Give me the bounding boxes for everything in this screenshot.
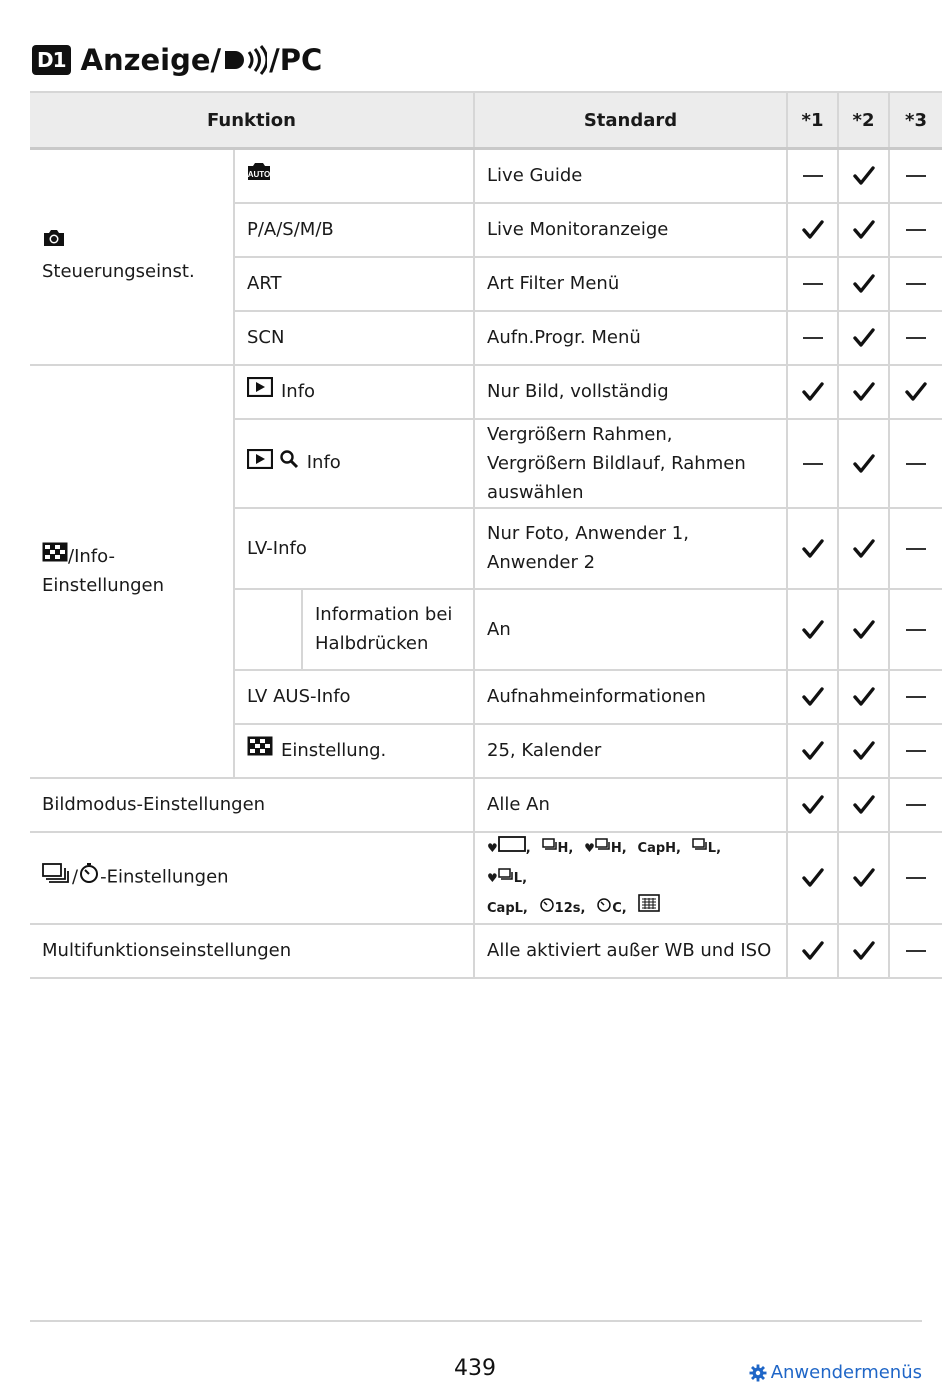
mark-cell bbox=[787, 724, 838, 778]
dash-icon bbox=[906, 548, 926, 550]
auto-mode-cell bbox=[234, 149, 474, 203]
mark-cell bbox=[838, 832, 889, 924]
mark-cell bbox=[889, 508, 942, 589]
dash-icon bbox=[803, 463, 823, 465]
dash-icon bbox=[906, 950, 926, 952]
checkmark-icon bbox=[802, 795, 824, 815]
mode-sep: , bbox=[580, 900, 586, 916]
mode-12s-label: 12s bbox=[554, 900, 581, 916]
half-press-standard: An bbox=[474, 589, 787, 670]
mark-cell bbox=[787, 203, 838, 257]
grid-icon bbox=[42, 542, 68, 571]
gear-icon bbox=[749, 1364, 767, 1382]
pasmb-label: P/A/S/M/B bbox=[234, 203, 474, 257]
pasmb-standard: Live Monitoranzeige bbox=[474, 203, 787, 257]
interval-shooting-icon bbox=[638, 894, 660, 923]
table-row bbox=[30, 778, 942, 832]
col-header-standard: Standard bbox=[474, 92, 787, 149]
mark-cell bbox=[838, 508, 889, 589]
checkmark-icon bbox=[802, 220, 824, 240]
mark-cell bbox=[787, 257, 838, 311]
mark-cell bbox=[787, 670, 838, 724]
mark-cell bbox=[787, 832, 838, 924]
col-header-3: *3 bbox=[889, 92, 942, 149]
mode-h-label: H bbox=[557, 840, 569, 856]
dash-icon bbox=[906, 877, 926, 879]
mark-cell bbox=[787, 508, 838, 589]
footer-divider bbox=[30, 1320, 922, 1322]
group-info-label-1: /Info- bbox=[68, 545, 115, 567]
mark-cell bbox=[838, 724, 889, 778]
dash-icon bbox=[906, 696, 926, 698]
multi-label: Multifunktionseinstellungen bbox=[30, 924, 474, 978]
mode-sep: , bbox=[716, 840, 722, 856]
einstellung-standard: 25, Kalender bbox=[474, 724, 787, 778]
mark-cell bbox=[838, 419, 889, 508]
mark-cell bbox=[838, 365, 889, 419]
col-header-funktion: Funktion bbox=[30, 92, 474, 149]
drive-mode-seq-l bbox=[692, 834, 721, 863]
page-number: 439 bbox=[454, 1356, 496, 1381]
drive-mode-procap-l bbox=[487, 894, 528, 923]
mark-cell bbox=[787, 311, 838, 365]
drive-mode-seq-h bbox=[542, 834, 574, 863]
auto-standard: Live Guide bbox=[474, 149, 787, 203]
mode-sep: , bbox=[522, 870, 528, 886]
mark-cell bbox=[838, 589, 889, 670]
scn-label: SCN bbox=[234, 311, 474, 365]
mark-cell bbox=[889, 203, 942, 257]
mark-cell bbox=[889, 724, 942, 778]
table-row bbox=[30, 365, 942, 419]
serien-label: -Einstellungen bbox=[100, 866, 229, 888]
dash-icon bbox=[906, 629, 926, 631]
mode-sep: , bbox=[525, 840, 531, 856]
dash-icon bbox=[906, 229, 926, 231]
zoom-info-standard: Vergrößern Rahmen, Vergrößern Bildlauf, Rahmen auswählen bbox=[474, 419, 787, 508]
dash-icon bbox=[906, 283, 926, 285]
drive-modes-cell bbox=[474, 832, 787, 924]
title-text-part1: Anzeige/ bbox=[80, 43, 222, 77]
mode-l-label: L bbox=[707, 840, 717, 856]
mark-cell bbox=[838, 149, 889, 203]
multi-standard: Alle aktiviert außer WB und ISO bbox=[474, 924, 787, 978]
play-info-standard: Nur Bild, vollständig bbox=[474, 365, 787, 419]
mark-cell bbox=[889, 832, 942, 924]
mark-cell bbox=[838, 203, 889, 257]
auto-mode-icon bbox=[247, 165, 271, 186]
group-info-label-2: Einstellungen bbox=[42, 575, 165, 597]
mark-cell bbox=[889, 149, 942, 203]
title-text-part2: /PC bbox=[269, 43, 323, 77]
mark-cell bbox=[838, 311, 889, 365]
checkmark-icon bbox=[853, 795, 875, 815]
lv-aus-standard: Aufnahmeinformationen bbox=[474, 670, 787, 724]
group-steuerung bbox=[30, 149, 234, 365]
checkmark-icon bbox=[853, 741, 875, 761]
sequential-icon bbox=[42, 863, 72, 892]
col-header-1: *1 bbox=[787, 92, 838, 149]
art-standard: Art Filter Menü bbox=[474, 257, 787, 311]
mark-cell bbox=[787, 419, 838, 508]
mark-cell bbox=[889, 257, 942, 311]
group-info bbox=[30, 365, 234, 778]
checkmark-icon bbox=[802, 687, 824, 707]
group-steuerung-label: Steuerungseinst. bbox=[42, 261, 195, 282]
table-row bbox=[30, 149, 942, 203]
mode-sep: , bbox=[568, 840, 574, 856]
svg-text:AUTO: AUTO bbox=[247, 170, 271, 180]
mark-cell bbox=[838, 670, 889, 724]
checkmark-icon bbox=[802, 620, 824, 640]
checkmark-icon bbox=[853, 868, 875, 888]
playback-icon bbox=[247, 377, 273, 406]
checkmark-icon bbox=[853, 274, 875, 294]
mark-cell bbox=[889, 924, 942, 978]
lv-info-standard: Nur Foto, Anwender 1, Anwender 2 bbox=[474, 508, 787, 589]
scn-standard: Aufn.Progr. Menü bbox=[474, 311, 787, 365]
checkmark-icon bbox=[853, 941, 875, 961]
checkmark-icon bbox=[802, 539, 824, 559]
mark-cell bbox=[787, 778, 838, 832]
lv-aus-label: LV AUS-Info bbox=[234, 670, 474, 724]
checkmark-icon bbox=[853, 620, 875, 640]
settings-table bbox=[30, 91, 942, 979]
mark-cell bbox=[787, 365, 838, 419]
mode-sep: , bbox=[676, 840, 681, 856]
col-header-2: *2 bbox=[838, 92, 889, 149]
playback-icon bbox=[247, 449, 273, 478]
page-title bbox=[32, 38, 322, 82]
drive-mode-timer-c bbox=[596, 894, 627, 923]
dash-icon bbox=[906, 175, 926, 177]
mode-sep: , bbox=[522, 900, 528, 916]
einstellung-cell bbox=[234, 724, 474, 778]
mark-cell bbox=[889, 778, 942, 832]
checkmark-icon bbox=[853, 539, 875, 559]
einstellung-label: Einstellung. bbox=[281, 739, 387, 761]
mark-cell bbox=[889, 589, 942, 670]
mark-cell bbox=[838, 924, 889, 978]
half-press-label: Information bei Halbdrücken bbox=[302, 589, 474, 670]
d1-badge: D1 bbox=[32, 45, 71, 75]
mode-procap-h-label: CapH bbox=[637, 840, 677, 856]
play-info-cell bbox=[234, 365, 474, 419]
checkmark-icon bbox=[853, 687, 875, 707]
play-info-label: Info bbox=[281, 380, 316, 402]
mode-procap-l-label: CapL bbox=[487, 900, 523, 916]
bildmodus-label: Bildmodus-Einstellungen bbox=[30, 778, 474, 832]
mark-cell bbox=[787, 589, 838, 670]
custom-menu-link-label[interactable]: Anwendermenüs bbox=[770, 1362, 922, 1383]
grid-icon bbox=[247, 736, 273, 765]
mode-heart-l-label: L bbox=[513, 870, 523, 886]
mark-cell bbox=[889, 311, 942, 365]
serien-cell bbox=[30, 832, 474, 924]
checkmark-icon bbox=[802, 868, 824, 888]
self-timer-icon bbox=[78, 862, 100, 893]
dash-icon bbox=[803, 337, 823, 339]
mark-cell bbox=[889, 419, 942, 508]
drive-mode-procap-h bbox=[638, 834, 681, 863]
checkmark-icon bbox=[802, 941, 824, 961]
dash-icon bbox=[906, 337, 926, 339]
checkmark-icon bbox=[853, 328, 875, 348]
dash-icon bbox=[803, 175, 823, 177]
sub-indent-cell bbox=[234, 589, 302, 670]
checkmark-icon bbox=[853, 382, 875, 402]
checkmark-icon bbox=[802, 382, 824, 402]
drive-mode-single: ♥ , bbox=[487, 834, 531, 863]
checkmark-icon bbox=[802, 741, 824, 761]
custom-menu-link[interactable] bbox=[749, 1362, 922, 1383]
lv-info-label: LV-Info bbox=[234, 508, 474, 589]
camera-icon bbox=[42, 228, 66, 257]
dash-icon bbox=[906, 463, 926, 465]
checkmark-icon bbox=[853, 220, 875, 240]
mode-sep: , bbox=[621, 900, 627, 916]
mark-cell bbox=[787, 149, 838, 203]
dash-icon bbox=[906, 804, 926, 806]
table-header-row bbox=[30, 92, 942, 149]
art-label: ART bbox=[234, 257, 474, 311]
table-row bbox=[30, 832, 942, 924]
wireless-icon bbox=[223, 45, 267, 75]
serien-separator: / bbox=[72, 866, 79, 888]
mode-sep: , bbox=[621, 840, 627, 856]
mark-cell bbox=[787, 924, 838, 978]
checkmark-icon bbox=[853, 454, 875, 474]
checkmark-icon bbox=[853, 166, 875, 186]
drive-mode-heart-seq-l: ♥ L, bbox=[487, 870, 528, 886]
drive-mode-timer-12s bbox=[539, 894, 586, 923]
mark-cell bbox=[889, 670, 942, 724]
dash-icon bbox=[803, 283, 823, 285]
checkmark-icon bbox=[905, 382, 927, 402]
zoom-info-cell bbox=[234, 419, 474, 508]
mark-cell bbox=[838, 257, 889, 311]
drive-mode-heart-seq-h: ♥ H, bbox=[584, 840, 627, 856]
bildmodus-standard: Alle An bbox=[474, 778, 787, 832]
dash-icon bbox=[906, 750, 926, 752]
zoom-info-label: Info bbox=[306, 452, 341, 474]
table-row bbox=[30, 924, 942, 978]
magnifier-icon bbox=[279, 449, 299, 478]
mark-cell bbox=[889, 365, 942, 419]
mark-cell bbox=[838, 778, 889, 832]
mode-c-label: C bbox=[612, 900, 622, 916]
mode-heart-h-label: H bbox=[610, 840, 622, 856]
